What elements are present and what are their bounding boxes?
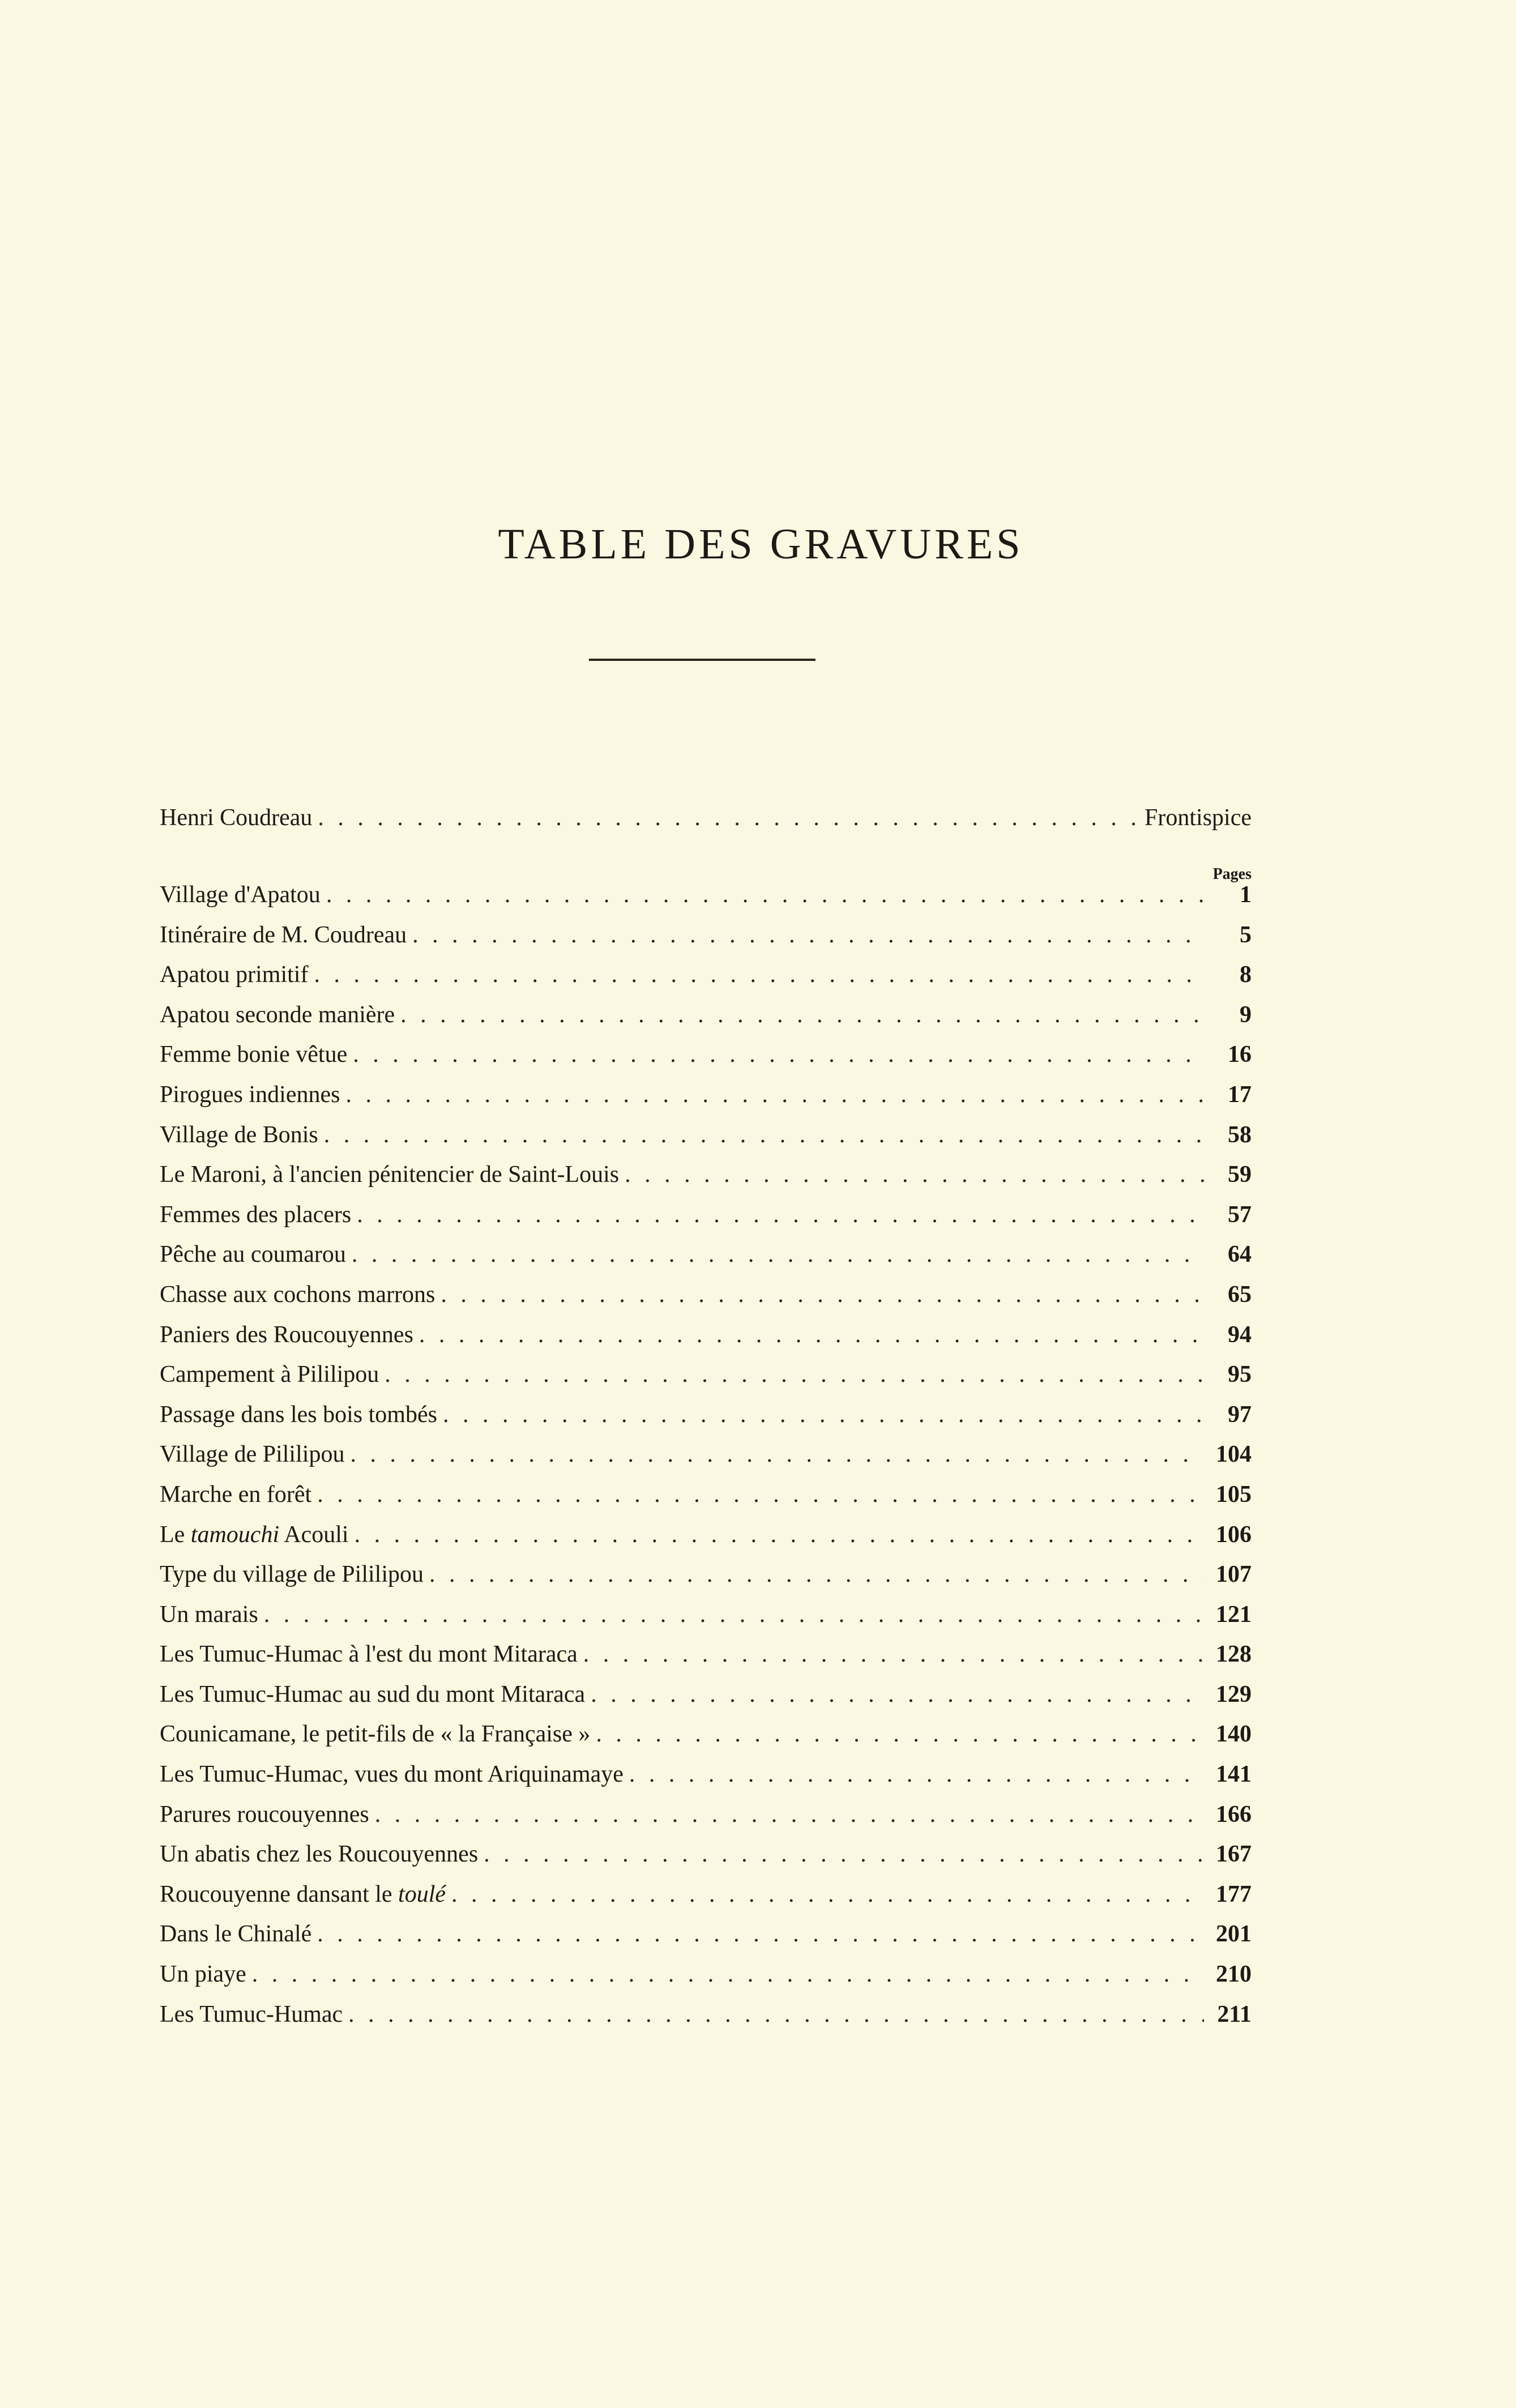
toc-entry: [160, 1601, 1252, 1641]
toc-entry-label: Marche en forêt: [160, 1481, 312, 1508]
dot-leader: [324, 1121, 1204, 1149]
toc-entry-label: Type du village de Pililipou: [160, 1561, 424, 1588]
toc-entry-label: [160, 1521, 349, 1548]
toc-entry-page: 16: [1228, 1041, 1252, 1068]
dot-leader: [264, 1601, 1204, 1628]
dot-leader: [357, 1201, 1204, 1228]
toc-entry-page: 141: [1216, 1761, 1252, 1788]
dot-leader: [345, 1081, 1204, 1108]
toc-entry-page: 65: [1228, 1281, 1252, 1308]
toc-entry-label: Itinéraire de M. Coudreau: [160, 921, 407, 948]
toc-entry-page: 104: [1216, 1441, 1252, 1468]
title-divider: [589, 659, 815, 661]
toc-entry-label: Apatou primitif: [160, 962, 309, 988]
dot-leader: [400, 1001, 1204, 1028]
toc-entry-page: 210: [1216, 1961, 1252, 1988]
table-of-engravings: [160, 804, 1252, 2040]
toc-entry: [160, 1521, 1252, 1561]
toc-entry-label: Un piaye: [160, 1961, 246, 1988]
dot-leader: [629, 1761, 1204, 1788]
dot-leader: [318, 804, 1137, 831]
toc-entry-page: 58: [1228, 1121, 1252, 1148]
toc-entry-page: 1: [1240, 882, 1252, 908]
toc-entry: [160, 1761, 1252, 1801]
toc-entry: [160, 961, 1252, 1001]
toc-entry-label: Femme bonie vêtue: [160, 1041, 348, 1068]
dot-leader: [451, 1881, 1204, 1908]
toc-entry: [160, 1881, 1252, 1921]
toc-entry: [160, 1361, 1252, 1401]
toc-entry-label-prefix: Roucouyenne dansant le: [160, 1881, 399, 1907]
toc-entry-page: 106: [1216, 1521, 1252, 1548]
dot-leader: [252, 1961, 1204, 1988]
toc-entry-label: Femmes des placers: [160, 1201, 352, 1228]
dot-leader: [443, 1401, 1204, 1428]
toc-entry: [160, 2001, 1252, 2041]
toc-entry-label: Village d'Apatou: [160, 882, 321, 908]
dot-leader: [596, 1720, 1204, 1748]
toc-entry-page: Frontispice: [1145, 805, 1252, 831]
dot-leader: [326, 881, 1204, 908]
toc-entry-label: Campement à Pililipou: [160, 1361, 379, 1388]
toc-entry-page: 105: [1216, 1481, 1252, 1508]
toc-entry-label-italic: toulé: [398, 1881, 446, 1907]
toc-entry: [160, 881, 1252, 921]
dot-leader: [355, 1521, 1204, 1548]
toc-entry-label: Parures roucouyennes: [160, 1801, 369, 1828]
toc-entry: [160, 921, 1252, 962]
toc-entry-page: 57: [1228, 1201, 1252, 1228]
toc-entry-page: 8: [1240, 962, 1252, 988]
toc-entry-page: 64: [1228, 1241, 1252, 1268]
toc-entry-page: 177: [1216, 1881, 1252, 1907]
toc-entry: [160, 1801, 1252, 1841]
pages-column-header: Pages: [1212, 865, 1252, 883]
toc-entry-page: 59: [1228, 1162, 1252, 1188]
toc-entry-label: Les Tumuc-Humac, vues du mont Ariquinamaye: [160, 1761, 624, 1788]
toc-entry: [160, 1321, 1252, 1361]
dot-leader: [317, 1920, 1204, 1948]
toc-entry-page: 166: [1216, 1801, 1252, 1828]
toc-entry-page: 128: [1216, 1641, 1252, 1668]
toc-entry: [160, 1681, 1252, 1721]
toc-entry-label: Dans le Chinalé: [160, 1921, 312, 1948]
toc-entry-label: Un marais: [160, 1601, 258, 1628]
toc-entry: [160, 1401, 1252, 1441]
toc-entry: [160, 1961, 1252, 2001]
toc-entry-page: 211: [1217, 2001, 1252, 2027]
toc-entry-label: Pirogues indiennes: [160, 1081, 340, 1108]
toc-entry: [160, 1081, 1252, 1121]
dot-leader: [591, 1681, 1204, 1708]
toc-entry-page: 107: [1216, 1561, 1252, 1588]
dot-leader: [484, 1841, 1204, 1868]
toc-entry: [160, 1561, 1252, 1601]
dot-leader: [353, 1041, 1204, 1068]
toc-entry-label: Les Tumuc-Humac au sud du mont Mitaraca: [160, 1681, 586, 1707]
dot-leader: [441, 1281, 1204, 1308]
toc-entry-frontispiece: [160, 804, 1252, 853]
toc-entry-label: Henri Coudreau: [160, 805, 313, 831]
dot-leader: [350, 1441, 1204, 1468]
toc-entry-label: Les Tumuc-Humac: [160, 2001, 343, 2027]
toc-entry: [160, 1641, 1252, 1681]
dot-leader: [375, 1801, 1204, 1828]
toc-entry: [160, 1121, 1252, 1162]
dot-leader: [625, 1161, 1204, 1188]
toc-entry-label: Counicamane, le petit-fils de « la Française »: [160, 1721, 591, 1748]
toc-entry: [160, 1920, 1252, 1961]
toc-entries: [160, 881, 1252, 2040]
dot-leader: [352, 1241, 1204, 1268]
toc-entry-label: Village de Pililipou: [160, 1441, 345, 1468]
toc-entry-label: Passage dans les bois tombés: [160, 1401, 437, 1428]
toc-entry: [160, 1001, 1252, 1041]
toc-entry-page: 167: [1216, 1841, 1252, 1868]
toc-entry-label: [160, 1881, 446, 1908]
toc-entry-page: 17: [1228, 1081, 1252, 1108]
dot-leader: [419, 1321, 1204, 1348]
toc-entry: [160, 1241, 1252, 1281]
toc-entry-label: Le Maroni, à l'ancien pénitencier de Saint-Louis: [160, 1162, 620, 1188]
toc-entry-label: Apatou seconde manière: [160, 1001, 395, 1028]
dot-leader: [314, 961, 1204, 988]
toc-entry-label-italic: tamouchi: [190, 1521, 280, 1548]
toc-entry-label: Un abatis chez les Roucouyennes: [160, 1841, 479, 1868]
toc-entry-page: 129: [1216, 1681, 1252, 1707]
toc-entry: [160, 1720, 1252, 1761]
toc-entry-label-prefix: Le: [160, 1521, 191, 1548]
toc-entry: [160, 1841, 1252, 1881]
toc-entry-page: 140: [1216, 1721, 1252, 1748]
toc-entry-label: Les Tumuc-Humac à l'est du mont Mitaraca: [160, 1641, 578, 1668]
toc-entry-label: Chasse aux cochons marrons: [160, 1281, 435, 1308]
toc-entry-page: 201: [1216, 1921, 1252, 1948]
toc-entry-page: 9: [1240, 1001, 1252, 1028]
toc-entry: [160, 1281, 1252, 1321]
page-title: TABLE DES GRAVURES: [498, 520, 1024, 568]
dot-leader: [385, 1361, 1204, 1388]
toc-entry-label: Village de Bonis: [160, 1121, 318, 1148]
toc-entry-page: 94: [1228, 1321, 1252, 1348]
toc-entry-page: 97: [1228, 1401, 1252, 1428]
toc-entry-label: Paniers des Roucouyennes: [160, 1321, 413, 1348]
toc-entry-label: Pêche au coumarou: [160, 1241, 346, 1268]
toc-entry: [160, 1441, 1252, 1481]
toc-entry-page: 121: [1216, 1601, 1252, 1628]
toc-entry: [160, 1481, 1252, 1521]
toc-entry-page: 5: [1240, 921, 1252, 948]
dot-leader: [317, 1481, 1204, 1508]
toc-entry: [160, 1201, 1252, 1241]
dot-leader: [348, 2001, 1204, 2028]
toc-entry-page: 95: [1228, 1361, 1252, 1388]
dot-leader: [412, 921, 1204, 949]
dot-leader: [429, 1561, 1204, 1588]
dot-leader: [583, 1641, 1204, 1668]
toc-entry: [160, 1041, 1252, 1081]
toc-entry: [160, 1161, 1252, 1201]
toc-entry-label-suffix: Acouli: [279, 1521, 349, 1548]
